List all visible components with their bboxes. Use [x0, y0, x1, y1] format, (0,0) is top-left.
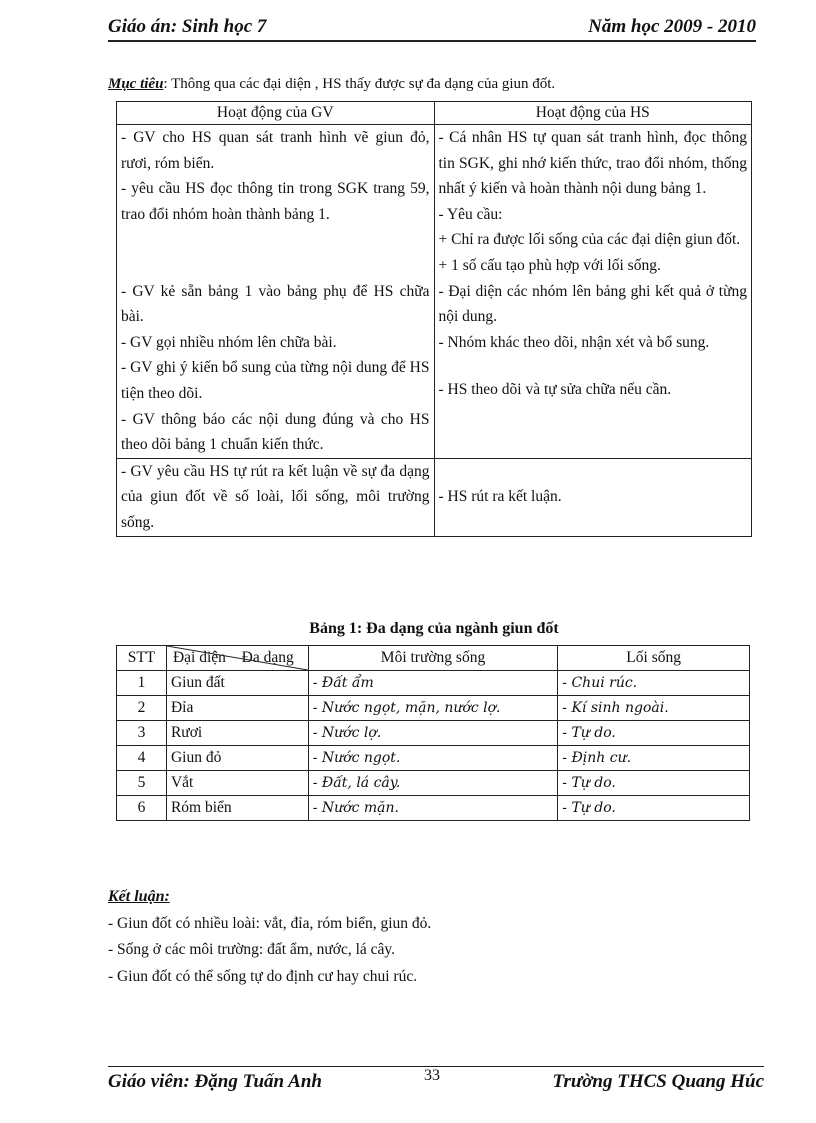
conclusion-item: - Giun đốt có nhiều loài: vắt, đỉa, róm biển, giun đỏ. [108, 914, 432, 932]
table-row [117, 721, 750, 746]
gv-line: - GV cho HS quan sát tranh hình vẽ giun đỏ, rươi, róm biển. [121, 129, 430, 172]
name-cell: Róm biển [166, 796, 308, 821]
conclusion-item: - Sống ở các môi trường: đất ẩm, nước, lá cây. [108, 941, 396, 958]
table-row [117, 771, 750, 796]
hs-line: + 1 số cấu tạo phù hợp với lối sống. [438, 256, 661, 274]
env-cell: - Nước mặn. [308, 796, 558, 821]
stt-cell: 2 [117, 696, 167, 721]
table-row [117, 746, 750, 771]
name-cell: Đỉa [166, 696, 308, 721]
hs-line: + Chỉ ra được lối sống của các đại diện giun đốt. [438, 231, 741, 249]
stt-header: STT [117, 646, 167, 671]
activity-table [116, 101, 752, 537]
life-cell: - Tự do. [558, 771, 750, 796]
env-header: Môi trường sống [308, 646, 558, 671]
spacer [121, 227, 430, 253]
name-cell: Rươi [166, 721, 308, 746]
hs-line: - Cá nhân HS tự quan sát tranh hình, đọc thông tin SGK, ghi nhớ kiến thức, trao đổi nhóm, thống nhất ý kiến và hoàn thành nội dung bảng 1. [438, 129, 747, 198]
gv-line: - yêu cầu HS đọc thông tin trong SGK trang 59, trao đổi nhóm hoàn thành bảng 1. [121, 180, 430, 223]
header-lesson-title: Giáo án: Sinh học 7 [108, 16, 267, 37]
activity-header-row [117, 102, 752, 125]
env-cell: - Nước ngọt. [308, 746, 558, 771]
table-row [117, 696, 750, 721]
stt-cell: 4 [117, 746, 167, 771]
page-footer [108, 1066, 764, 1095]
hs-line: - Yêu cầu: [438, 205, 503, 223]
conclusion-label: Kết luận: [108, 888, 170, 905]
hs-line: - HS theo dõi và tự sửa chữa nếu cần. [438, 381, 672, 399]
diagonal-header [166, 646, 308, 671]
spacer [121, 253, 430, 279]
page-header [108, 12, 756, 42]
name-cell: Giun đỏ [166, 746, 308, 771]
activity-row [117, 125, 752, 459]
name-cell: Giun đất [166, 671, 308, 696]
diagonal-divider [167, 646, 308, 670]
diag-header-top: Đa dạng [241, 649, 294, 666]
stt-cell: 1 [117, 671, 167, 696]
diversity-header-row [117, 646, 750, 671]
hs-line: - Đại diện các nhóm lên bảng ghi kết quả ở từng nội dung. [438, 282, 747, 326]
env-cell: - Đất ẩm [308, 671, 558, 696]
stt-cell: 6 [117, 796, 167, 821]
gv-line: - GV kẻ sẵn bảng 1 vào bảng phụ để HS chữa bài. [121, 282, 430, 326]
table1-caption: Bảng 1: Đa dạng của ngành giun đốt [309, 620, 559, 637]
life-header: Lối sống [558, 646, 750, 671]
footer-teacher: Giáo viên: Đặng Tuấn Anh [108, 1071, 322, 1092]
activity-row [117, 458, 752, 536]
stt-cell: 5 [117, 771, 167, 796]
life-cell: - Chui rúc. [558, 671, 750, 696]
gv-cell [117, 125, 435, 459]
hs-cell: - HS rút ra kết luận. [434, 458, 752, 536]
gv-line: - GV thông báo các nội dung đúng và cho HS theo dõi bảng 1 chuẩn kiến thức. [121, 410, 430, 454]
env-cell: - Đất, lá cây. [308, 771, 558, 796]
goal-label: Mục tiêu [108, 76, 164, 92]
life-cell: - Tự do. [558, 796, 750, 821]
goal-line [108, 76, 555, 93]
page-number: 33 [424, 1067, 440, 1084]
env-cell: - Nước lợ. [308, 721, 558, 746]
life-cell: - Kí sinh ngoài. [558, 696, 750, 721]
conclusion [108, 884, 431, 990]
header-school-year: Năm học 2009 - 2010 [588, 16, 756, 37]
gv-line: - GV gọi nhiều nhóm lên chữa bài. [121, 333, 337, 351]
goal-text: : Thông qua các đại diện , HS thấy được sự đa dạng của giun đốt. [163, 76, 556, 92]
gv-line: - GV ghi ý kiến bổ sung của từng nội dung để HS tiện theo dõi. [121, 359, 430, 402]
hs-header: Hoạt động của HS [434, 102, 752, 125]
diversity-table [116, 645, 750, 821]
diag-header-bottom: Đại diện [172, 649, 226, 666]
conclusion-item: - Giun đốt có thể sống tự do định cư hay chui rúc. [108, 967, 418, 985]
gv-header: Hoạt động của GV [117, 102, 435, 125]
life-cell: - Định cư. [558, 746, 750, 771]
env-cell: - Nước ngọt, mặn, nước lợ. [308, 696, 558, 721]
table-row [117, 671, 750, 696]
hs-cell [434, 125, 752, 459]
footer-school: Trường THCS Quang Húc [552, 1071, 764, 1092]
gv-cell: - GV yêu cầu HS tự rút ra kết luận về sự đa dạng của giun đốt về số loài, lối sống, môi trường sống. [117, 458, 435, 536]
stt-cell: 3 [117, 721, 167, 746]
spacer [439, 355, 748, 377]
table-row [117, 796, 750, 821]
life-cell: - Tự do. [558, 721, 750, 746]
hs-line: - Nhóm khác theo dõi, nhận xét và bổ sung. [438, 333, 710, 351]
name-cell: Vắt [166, 771, 308, 796]
